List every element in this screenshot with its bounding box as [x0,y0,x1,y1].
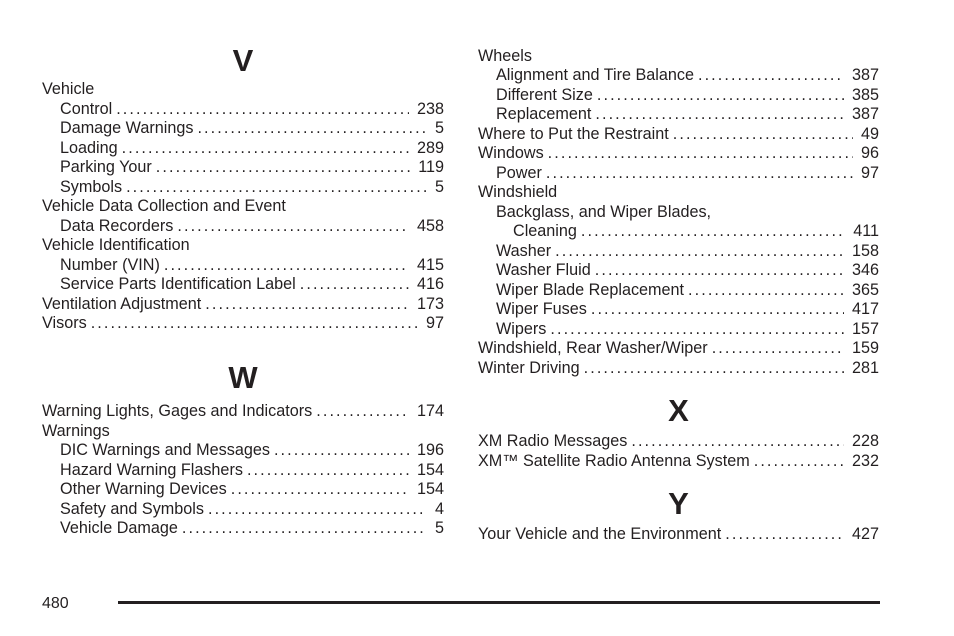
dot-leader [546,164,853,183]
entry-text: Damage Warnings [60,119,194,137]
entry-text: Ventilation Adjustment [42,294,202,313]
footer-rule [118,601,880,604]
entry-page: 4 [434,499,444,518]
index-entry-windshield [478,183,879,202]
dot-leader [712,339,844,358]
index-entry-vehicle-damage [42,519,444,538]
entry-page: 5 [434,177,444,196]
index-entry-vehicle-data-collection [42,197,444,216]
index-entry-parking-your [42,158,444,177]
entry-page: 49 [860,124,879,143]
dot-leader [688,281,844,300]
dot-leader [754,452,844,471]
entry-text: Power [496,163,542,182]
entry-text: Windows [478,144,544,162]
page-number: 480 [42,595,69,612]
index-entry-loading [42,139,444,158]
entry-page: 158 [851,241,879,260]
index-entry-xm-radio-messages [478,432,879,451]
entry-text: Data Recorders [60,216,174,235]
dot-leader [156,158,410,177]
entry-page: 174 [416,402,444,420]
section-letter-w: W [228,360,258,395]
entry-text: XM™ Satellite Radio Antenna System [478,451,750,470]
index-entry-service-parts-label [42,275,444,294]
dot-leader [122,139,409,158]
entry-text: Cleaning [513,222,577,240]
dot-leader [316,402,409,421]
dot-leader [205,295,409,314]
entry-page: 157 [851,319,879,338]
entry-page: 415 [416,255,444,274]
entry-text: Parking Your [60,158,152,176]
dot-leader [548,144,853,163]
entry-text: Control [60,99,113,118]
index-entry-your-vehicle-environment [478,525,879,544]
dot-leader [164,256,409,275]
entry-text: Washer Fluid [496,261,591,279]
index-entry-warnings [42,422,444,441]
index-entry-damage-warnings [42,119,444,138]
entry-text: DIC Warnings and Messages [60,441,270,459]
entry-text: Backglass, and Wiper Blades, [496,202,712,221]
dot-leader [274,441,409,460]
entry-page: 281 [851,358,879,377]
section-letter-x: X [668,393,689,428]
dot-leader [208,500,427,519]
index-entry-other-warning-devices [42,480,444,499]
entry-text: XM Radio Messages [478,432,628,450]
entry-text: Alignment and Tire Balance [496,66,694,84]
entry-page: 5 [434,119,444,137]
entry-text: Wheels [478,46,532,65]
dot-leader [584,359,844,378]
section-letter-v: V [232,43,254,78]
dot-leader [631,432,844,451]
index-entry-windshield-rear-washer [478,339,879,358]
entry-text: Your Vehicle and the Environment [478,525,722,543]
entry-text: Other Warning Devices [60,480,227,498]
index-entry-power [478,164,879,183]
entry-text: Vehicle Data Collection and Event [42,197,286,215]
index-entry-where-to-put-restraint [478,125,879,144]
entry-text: Vehicle [42,80,95,98]
entry-page: 119 [418,158,444,176]
dot-leader [581,222,845,241]
entry-page: 387 [851,66,879,84]
index-entry-backglass-wiper-blades [478,203,879,222]
index-entry-wheels [478,47,879,66]
index-entry-visors [42,314,444,333]
dot-leader [725,525,844,544]
entry-page: 97 [860,163,879,182]
index-entry-data-recorders [42,217,444,236]
entry-text: Where to Put the Restraint [478,124,669,143]
entry-page: 427 [851,525,879,543]
entry-page: 416 [416,275,444,293]
entry-text: Windshield [478,183,558,201]
entry-text: Wipers [496,319,547,338]
entry-page: 154 [416,480,444,498]
entry-page: 154 [416,460,444,479]
index-entry-hazard-warning-flashers [42,461,444,480]
entry-page: 159 [851,339,879,357]
dot-leader [595,261,844,280]
entry-text: Hazard Warning Flashers [60,460,243,479]
entry-page: 232 [851,451,879,470]
entry-page: 458 [416,216,444,235]
entry-text: Vehicle Identification [42,236,190,254]
entry-page: 173 [416,294,444,313]
index-entry-wiper-fuses [478,300,879,319]
index-entry-alignment-tire-balance [478,66,879,85]
dot-leader [91,314,418,333]
index-entry-washer [478,242,879,261]
entry-text: Safety and Symbols [60,499,204,518]
dot-leader [182,519,427,538]
entry-page: 289 [416,138,444,157]
entry-page: 417 [851,300,879,318]
dot-leader [555,242,844,261]
index-entry-symbols [42,178,444,197]
index-entry-control [42,100,444,119]
entry-text: Different Size [496,85,593,104]
index-entry-vehicle-identification [42,236,444,255]
entry-page: 385 [851,85,879,104]
index-entry-vehicle [42,80,444,99]
dot-leader [126,178,427,197]
dot-leader [595,105,844,124]
index-entry-number-vin [42,256,444,275]
index-entry-cleaning [478,222,879,241]
entry-page: 96 [860,144,879,162]
entry-text: Loading [60,138,118,157]
dot-leader [591,300,844,319]
entry-text: Replacement [496,105,592,123]
entry-text: Service Parts Identification Label [60,275,296,293]
index-entry-xm-satellite-antenna [478,452,879,471]
dot-leader [197,119,427,138]
index-entry-washer-fluid [478,261,879,280]
dot-leader [300,275,409,294]
entry-text: Wiper Fuses [496,300,587,318]
section-letter-y: Y [668,486,689,521]
entry-page: 238 [416,99,444,118]
entry-text: Wiper Blade Replacement [496,280,685,299]
dot-leader [698,66,844,85]
entry-page: 365 [851,280,879,299]
index-entry-wipers [478,320,879,339]
dot-leader [231,480,409,499]
entry-text: Winter Driving [478,358,580,377]
dot-leader [597,86,844,105]
entry-page: 387 [851,105,879,123]
entry-text: Number (VIN) [60,255,160,274]
entry-text: Symbols [60,177,123,196]
index-entry-winter-driving [478,359,879,378]
dot-leader [550,320,844,339]
index-entry-dic-warnings [42,441,444,460]
dot-leader [116,100,409,119]
entry-text: Warnings [42,421,110,440]
index-entry-different-size [478,86,879,105]
index-entry-safety-and-symbols [42,500,444,519]
dot-leader [177,217,409,236]
entry-page: 411 [853,222,879,240]
entry-page: 228 [851,432,879,450]
dot-leader [673,125,853,144]
index-entry-replacement [478,105,879,124]
entry-text: Windshield, Rear Washer/Wiper [478,339,708,357]
entry-page: 5 [434,519,444,537]
entry-text: Visors [42,314,87,332]
entry-page: 97 [425,314,444,332]
entry-text: Washer [496,241,552,260]
dot-leader [247,461,409,480]
index-entry-ventilation-adjustment [42,295,444,314]
entry-page: 196 [416,441,444,459]
index-entry-wiper-blade-replacement [478,281,879,300]
entry-page: 346 [851,261,879,279]
entry-text: Vehicle Damage [60,519,178,537]
index-entry-windows [478,144,879,163]
index-entry-warning-lights [42,402,444,421]
entry-text: Warning Lights, Gages and Indicators [42,402,313,420]
